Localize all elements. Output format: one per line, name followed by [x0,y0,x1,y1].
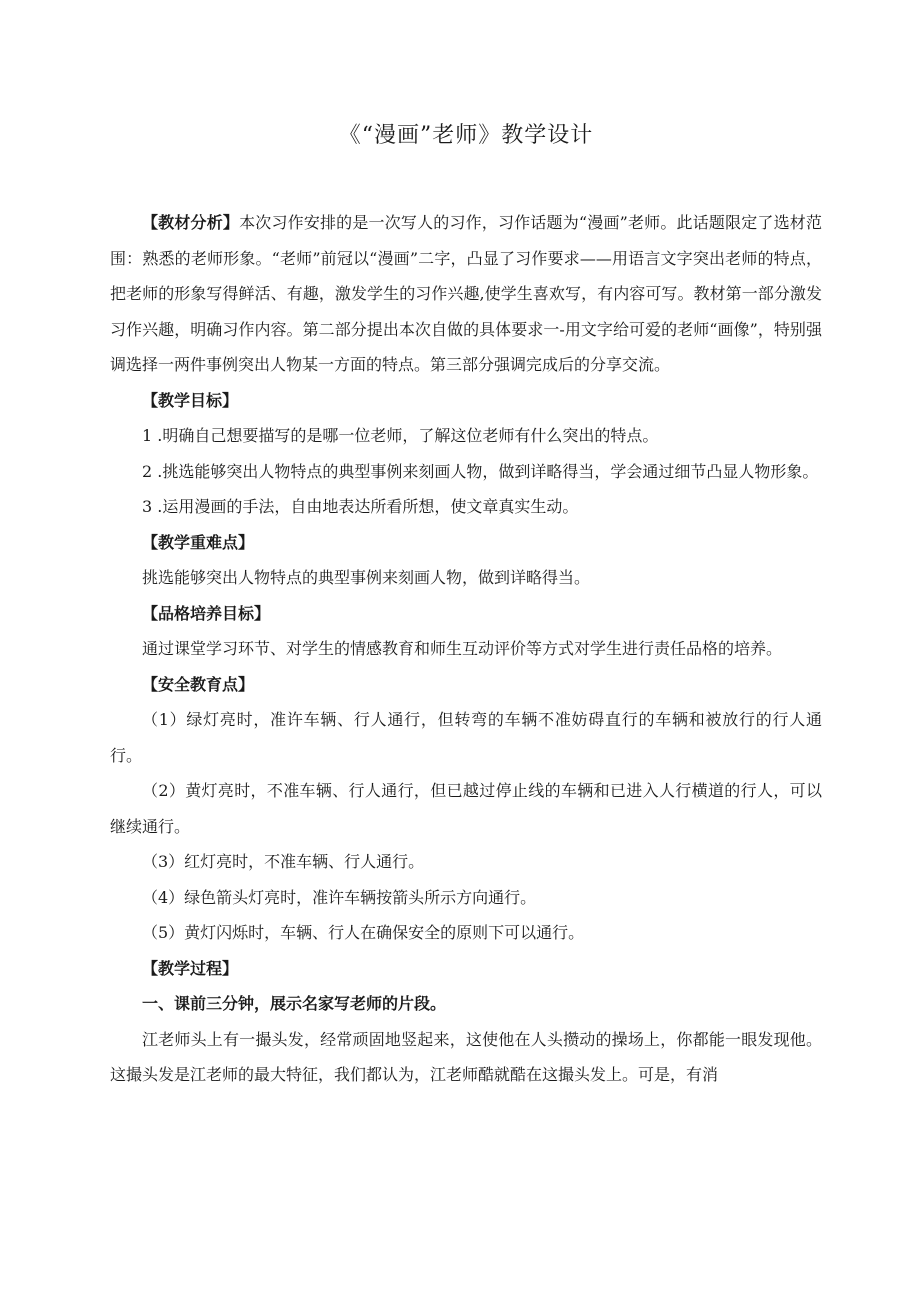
goal-item-3: 3 .运用漫画的手法，自由地表达所看所想，使文章真实生动。 [142,497,579,516]
safety-item-5: （5）黄灯闪烁时，车辆、行人在确保安全的原则下可以通行。 [142,923,585,942]
document-body [110,205,822,1093]
goal-item-1: 1 .明确自己想要描写的是哪一位老师，了解这位老师有什么突出的特点。 [142,426,659,445]
process-step-1: 一、课前三分钟，展示名家写老师的片段。 [142,994,447,1013]
document-title: 《“漫画”老师》教学设计 [338,123,594,148]
goal-item-2: 2 .挑选能够突出人物特点的典型事例来刻画人物，做到详略得当，学会通过细节凸显人物形象。 [142,461,819,481]
safety-item-4: （4）绿色箭头灯亮时，准许车辆按箭头所示方向通行。 [142,887,537,907]
safety-item-3: （3）红灯亮时，不准车辆、行人通行。 [142,852,425,871]
character-text: 通过课堂学习环节、对学生的情感教育和师生互动评价等方式对学生进行责任品格的培养。 [142,639,783,658]
character-heading: 【品格培养目标】 [142,603,271,623]
safety-item-2: （2）黄灯亮时，不准车辆、行人通行，但已越过停止线的车辆和已进入人行横道的行人，可以继续通行。 [110,781,822,836]
analysis-paragraph [110,205,822,383]
process-heading: 【教学过程】 [142,958,239,978]
key-points-heading: 【教学重难点】 [142,532,255,552]
safety-heading: 【安全教育点】 [142,674,255,694]
analysis-label: 【教材分析】 [142,213,240,232]
key-points-text: 挑选能够突出人物特点的典型事例来刻画人物，做到详略得当。 [142,568,591,587]
safety-item-1: （1）绿灯亮时，准许车辆、行人通行，但转弯的车辆不准妨碍直行的车辆和被放行的行人通行。 [110,710,822,765]
process-excerpt: 江老师头上有一撮头发，经常顽固地竖起来，这使他在人头攒动的操场上，你都能一眼发现他。这撮头发是江老师的最大特征，我们都认为，江老师酷就酷在这撮头发上。可是，有消 [110,1029,822,1084]
analysis-text: 本次习作安排的是一次写人的习作，习作话题为“漫画”老师。此话题限定了选材范围：熟悉的老师形象。“老师”前冠以“漫画”二字，凸显了习作要求——用语言文字突出老师的特点，把老师的形象写得鲜活、有趣，激发学生的习作兴趣,使学生喜欢写，有内容可写。教材第一部分激发习作兴趣，明确习作内容。第二部分提出本次自做的具体要求一-用文字给可爱的老师“画像”，特别强调选择一两件事例突出人物某一方面的特点。第三部分强调完成后的分享交流。 [110,213,822,374]
goals-heading: 【教学目标】 [142,390,239,410]
